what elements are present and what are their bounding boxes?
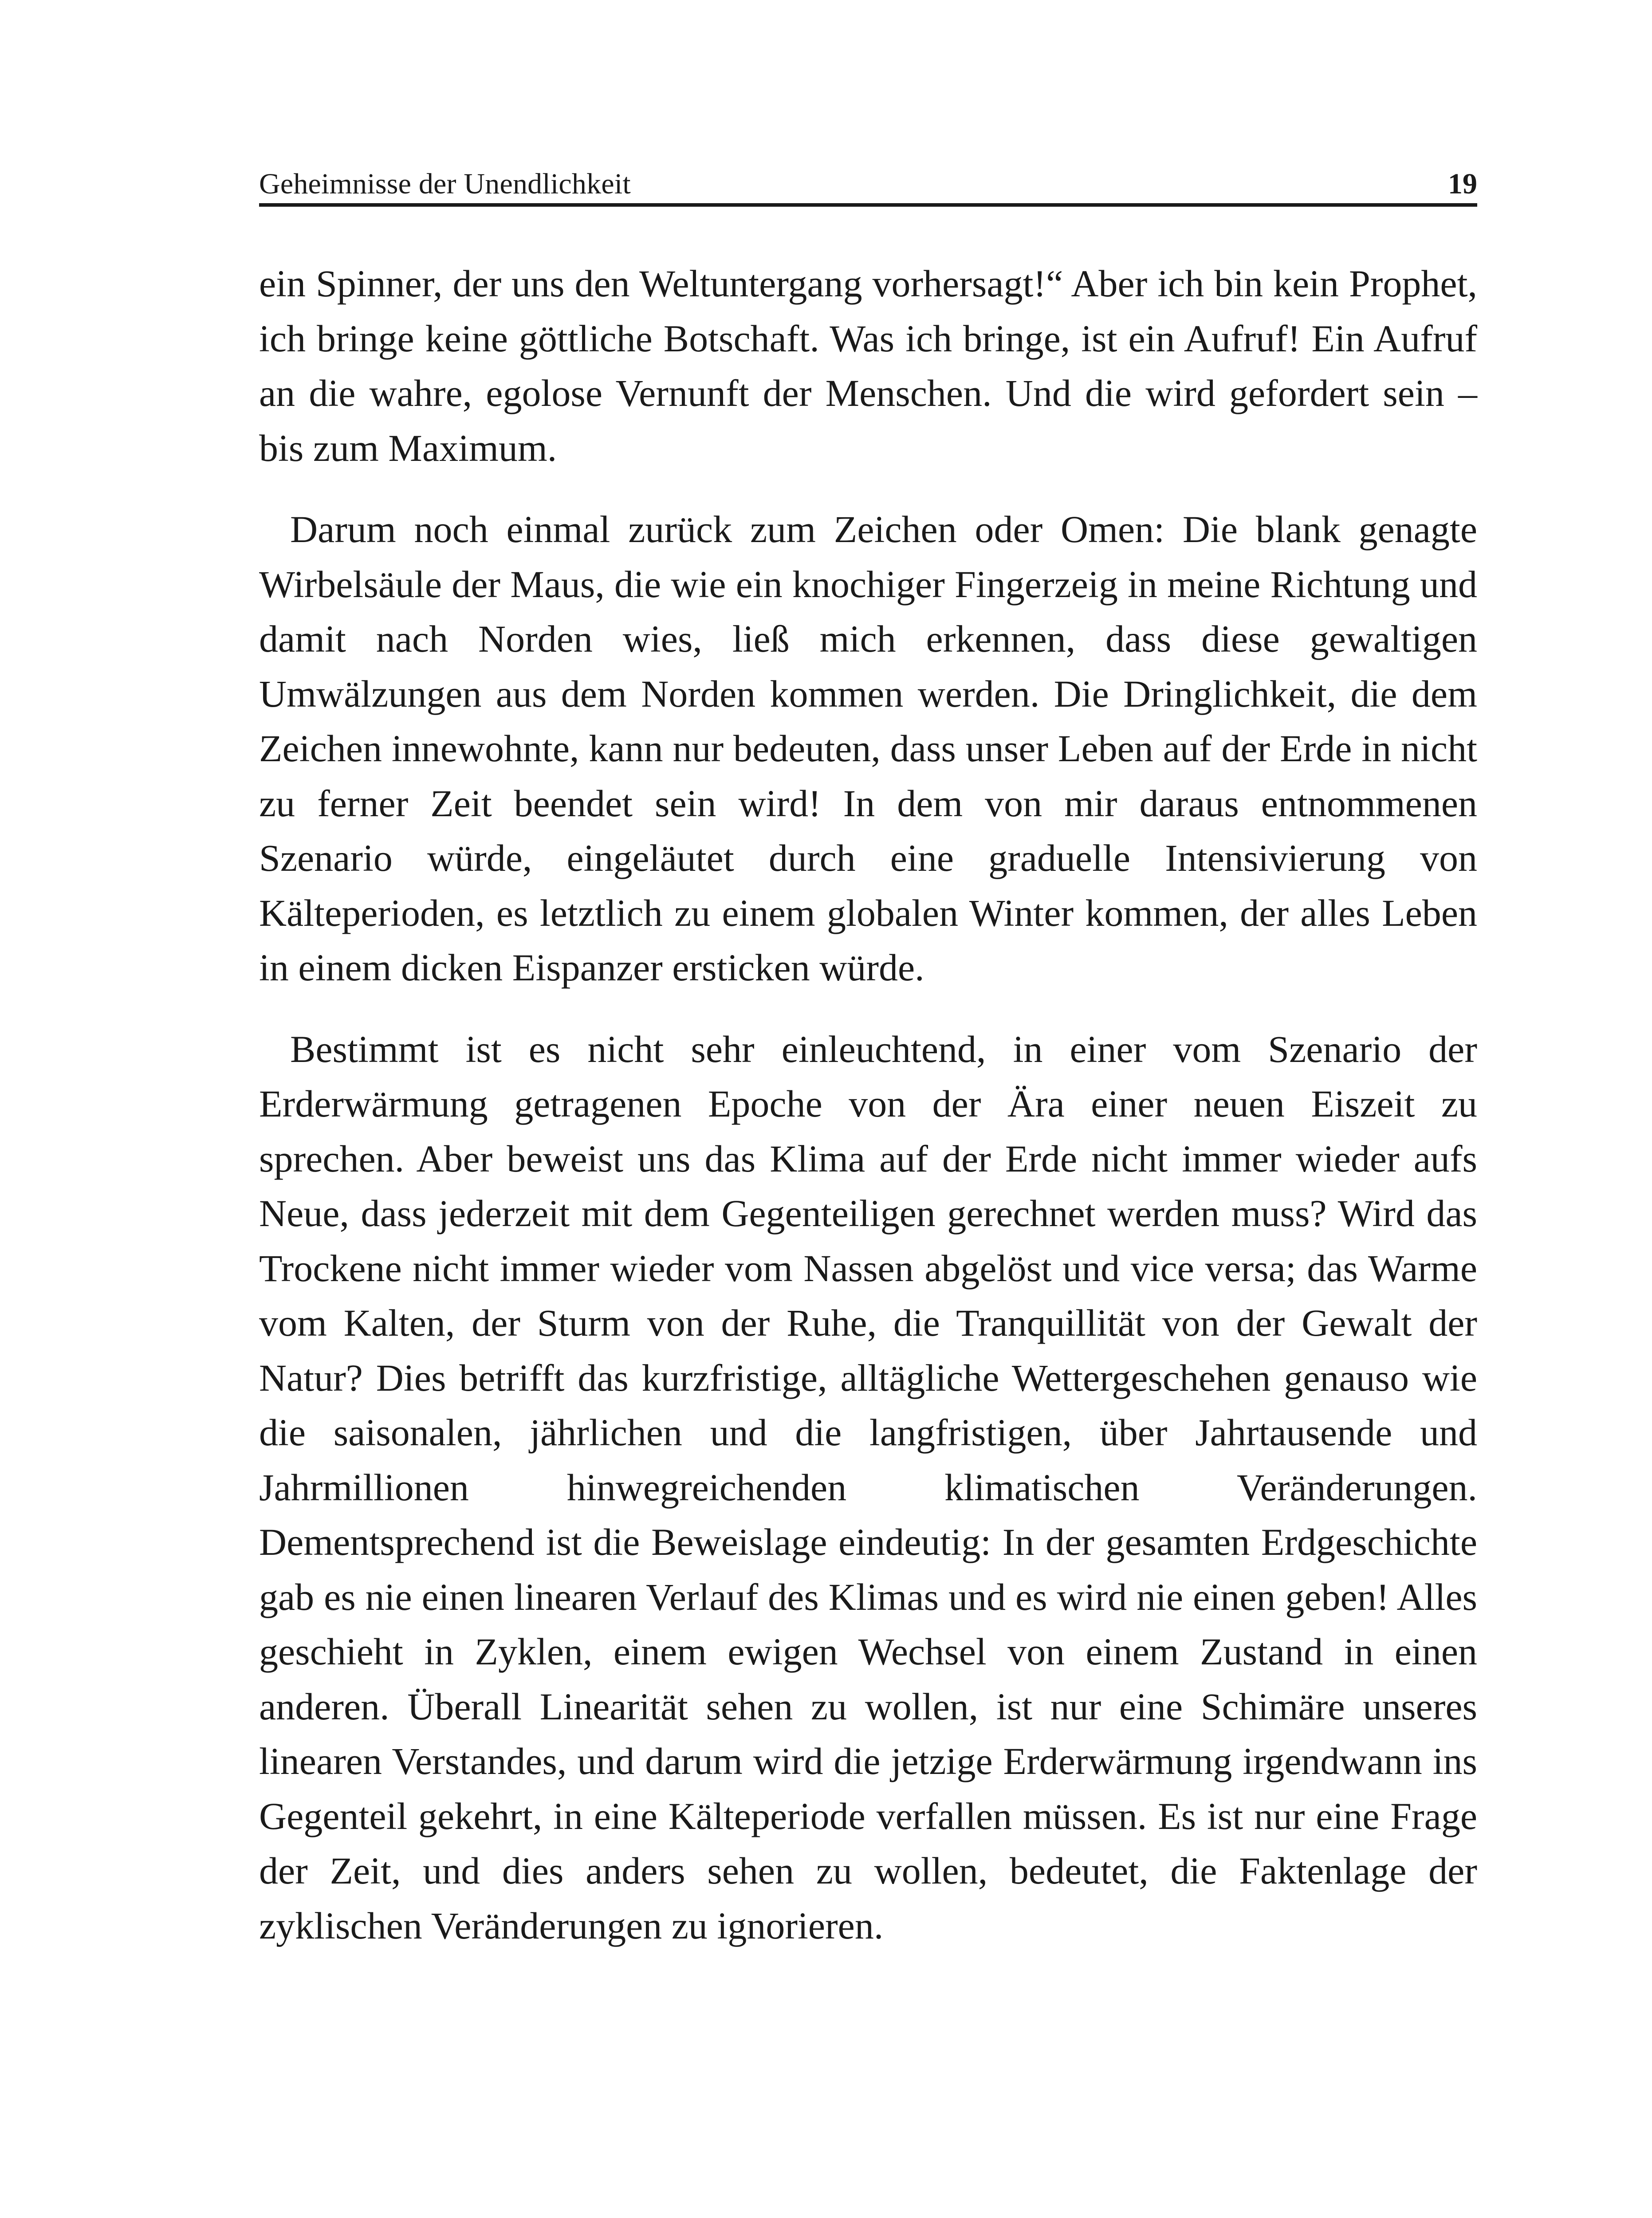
running-header-title: Geheimnisse der Unendlichkeit [259, 168, 631, 200]
body-text [259, 256, 1477, 1980]
paragraph: Bestimmt ist es nicht sehr einleuchtend, in einer vom Szenario der Erderwärmung getragenen Epoche von der Ära einer neuen Eiszeit zu sprechen. Aber beweist uns das Klima auf der Erde nicht immer wieder aufs Neue, dass jederzeit mit dem Gegenteiligen gerechnet werden muss? Wird das Trockene nicht immer wieder vom Nassen abgelöst und vice versa; das Warme vom Kalten, der Sturm von der Ruhe, die Tranquillität von der Gewalt der Natur? Dies betrifft das kurzfristige, alltägliche Wettergeschehen genauso wie die saisonalen, jährlichen und die langfristigen, über Jahrtausende und Jahrmillionen hinwegreichenden klimatischen Veränderungen. Dementsprechend ist die Beweislage eindeutig: In der gesamten Erdgeschichte gab es nie einen linearen Verlauf des Klimas und es wird nie einen geben! Alles geschieht in Zyklen, einem ewigen Wechsel von einem Zustand in einen anderen. Überall Linearität sehen zu wollen, ist nur eine Schimäre unseres linearen Verstandes, und darum wird die jetzige Erderwärmung irgendwann ins Gegenteil gekehrt, in eine Kälteperiode verfallen müssen. Es ist nur eine Frage der Zeit, und dies anders sehen zu wollen, bedeutet, die Faktenlage der zyklischen Veränderungen zu ignorieren. [259, 1027, 1477, 1947]
header-divider [259, 203, 1477, 207]
running-header [259, 150, 1477, 199]
paragraph: Darum noch einmal zurück zum Zeichen oder Omen: Die blank genagte Wirbelsäule der Maus, die wie ein knochiger Fingerzeig in meine Richtung und damit nach Norden wies, ließ mich erkennen, dass diese gewaltigen Umwälzungen aus dem Norden kommen werden. Die Dringlichkeit, die dem Zeichen innewohnte, kann nur bedeuten, dass unser Leben auf der Erde in nicht zu ferner Zeit beendet sein wird! In dem von mir daraus entnommenen Szenario würde, eingeläutet durch eine graduelle Intensivierung von Kälteperioden, es letztlich zu einem globalen Winter kommen, der alles Leben in einem dicken Eispanzer ersticken würde. [259, 508, 1477, 989]
paragraph: ein Spinner, der uns den Weltuntergang vorhersagt!“ Aber ich bin kein Prophet, ich bringe keine göttliche Botschaft. Was ich bringe, ist ein Aufruf! Ein Aufruf an die wahre, egolose Vernunft der Menschen. Und die wird gefordert sein – bis zum Maximum. [259, 262, 1477, 469]
page-number: 19 [1448, 168, 1477, 200]
